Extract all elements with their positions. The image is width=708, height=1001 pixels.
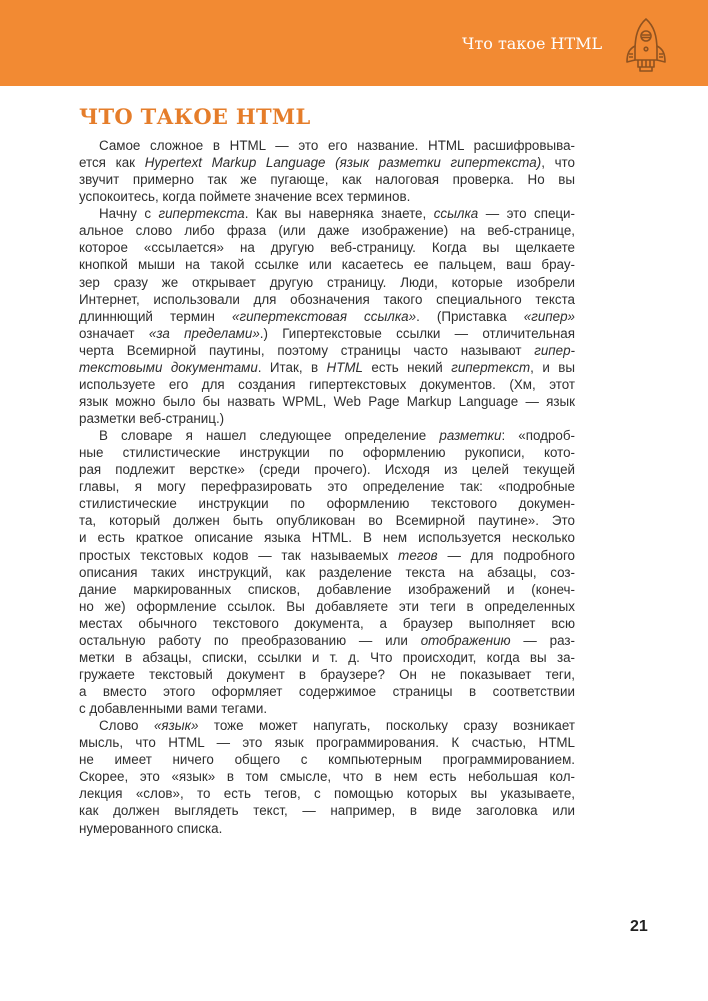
text-segment: стилистические инструкции по оформлению текстового докумен- [79, 496, 575, 512]
italic-term: тегов [398, 547, 438, 563]
text-segment: черта Всемирной паутины, поэтому страницы часто называют [79, 342, 535, 358]
text-line [79, 785, 575, 802]
text-segment: звучит примерно так же пугающе, как налоговая проверка. Но вы [79, 172, 575, 188]
text-line [79, 359, 575, 376]
text-segment: Самое сложное в HTML — это его название. HTML расшифровыва- [99, 138, 575, 153]
text-segment: . (Приставка [416, 308, 524, 324]
text-line [79, 222, 575, 239]
italic-term: «язык» [153, 718, 199, 734]
text-line [79, 512, 575, 529]
text-segment: и есть краткое описание языка HTML. В нем используется несколько [79, 530, 575, 546]
body-text [79, 137, 575, 837]
text-segment: длиннющий термин [79, 308, 233, 324]
text-line [79, 376, 575, 393]
text-line [79, 342, 575, 359]
text-segment: означает [79, 325, 149, 341]
text-segment: кнопкой мыши на такой ссылке или касаетесь ее пальцем, ваш брау- [79, 257, 575, 273]
text-line [79, 444, 575, 461]
text-segment: а вместо этого оформляет содержимое страницы в соответствии [79, 684, 575, 699]
text-segment: описания таких инструкций, как разделение текста на абзацы, соз- [79, 564, 575, 580]
text-line [79, 478, 575, 495]
text-line [79, 154, 575, 171]
text-segment: не имеет ничего общего с компьютерным программированием. [79, 752, 575, 768]
text-line [79, 649, 575, 666]
italic-term: «за пределами» [148, 325, 260, 341]
text-segment: простых текстовых кодов — так называемых [79, 547, 399, 563]
text-segment: используете его для создания гипертекстовых документов. (Хм, этот [79, 376, 575, 392]
paragraph [79, 427, 575, 717]
italic-term: «гипертекстовая ссылка» [232, 308, 417, 324]
section-title: ЧТО ТАКОЕ HTML [79, 104, 311, 129]
text-line [79, 615, 575, 632]
italic-term: Hypertext Markup Language (язык разметки гипертекста) [144, 155, 542, 171]
text-line [79, 410, 575, 427]
text-segment: лекция «слов», то есть тегов, с помощью которых вы указываете, [79, 786, 575, 802]
text-segment: гружаете текстовый документ в браузере? Он не показывает теги, [79, 666, 575, 682]
italic-term: гипертекст [451, 359, 531, 375]
text-line [79, 717, 575, 734]
text-segment: — для подробного [437, 547, 576, 563]
text-segment: дание маркированных списков, добавление изображений и (конеч- [79, 581, 575, 597]
text-segment: главы, я могу перефразировать это определение так: «подробные [79, 479, 575, 495]
italic-term: гипертекста [158, 206, 245, 222]
text-line [79, 529, 575, 546]
text-segment: успокоитесь, когда поймете значение всех терминов. [79, 189, 411, 205]
text-line [79, 666, 575, 683]
text-segment: которое «ссылается» на другую веб-страницу. Когда вы щелкаете [79, 240, 575, 256]
text-line [79, 700, 575, 717]
text-line [79, 461, 575, 478]
text-line [79, 239, 575, 256]
text-line [79, 137, 575, 154]
italic-term: ссылка [433, 206, 479, 222]
text-segment: . Итак, в [257, 359, 327, 375]
text-segment: Скорее, это «язык» в том смысле, что в нем есть небольшая кол- [79, 769, 575, 785]
page-header-band [0, 0, 708, 86]
text-line [79, 308, 575, 325]
italic-term: HTML [326, 359, 363, 375]
text-segment: — это специ- [478, 206, 575, 222]
text-segment: тоже может напугать, поскольку сразу возникает [198, 718, 575, 734]
text-line [79, 325, 575, 342]
text-segment: ется как [79, 155, 145, 171]
text-line [79, 581, 575, 598]
text-segment: с добавленными вами тегами. [79, 701, 268, 717]
text-segment: мысль, что HTML — это язык программирования. К счастью, HTML [79, 735, 575, 751]
text-segment: Интернет, использовали для обозначения такого специального текста [79, 291, 575, 307]
text-line [79, 564, 575, 581]
text-segment: , и вы [530, 359, 575, 375]
text-segment: но же) оформление ссылок. Вы добавляете эти теги в определенных [79, 598, 575, 614]
text-line [79, 751, 575, 768]
text-line [79, 632, 575, 649]
text-segment: В словаре я нашел следующее определение [99, 428, 440, 444]
text-segment: разметки веб-страниц.) [79, 411, 225, 426]
text-segment: альное слово либо фраза (или даже изображение) на веб-странице, [79, 223, 575, 239]
text-line [79, 547, 575, 564]
text-line [79, 393, 575, 410]
paragraph [79, 717, 575, 836]
paragraph [79, 137, 575, 205]
text-segment: та, который должен быть опубликован во Всемирной паутине». Это [79, 513, 575, 529]
text-line [79, 205, 575, 222]
text-segment: , что [541, 155, 575, 171]
text-segment: Слово [99, 718, 154, 734]
text-line [79, 291, 575, 308]
text-line [79, 427, 575, 444]
text-segment: зер сразу же открывает другую страницу. Люди, которые изобрели [79, 274, 575, 290]
text-line [79, 768, 575, 785]
text-segment: : «подроб- [501, 428, 575, 444]
text-segment: .) Гипертекстовые ссылки — отличительная [259, 325, 575, 341]
text-line [79, 820, 575, 837]
text-segment: остальную работу по преобразованию — или [79, 632, 421, 648]
text-line [79, 188, 575, 205]
italic-term: «гипер» [523, 308, 575, 324]
text-line [79, 734, 575, 751]
text-segment: как должен выглядеть текст, — например, в виде заголовка или [79, 803, 575, 819]
paragraph [79, 205, 575, 427]
text-line [79, 274, 575, 291]
italic-term: отображению [420, 632, 511, 648]
text-line [79, 802, 575, 819]
text-segment: ные стилистические инструкции по оформлению рукописи, кото- [79, 445, 575, 461]
text-line [79, 256, 575, 273]
text-segment: — раз- [510, 632, 575, 648]
italic-term: гипер- [534, 342, 575, 358]
text-line [79, 683, 575, 700]
text-segment: язык можно было бы назвать WPML, Web Page Markup Language — язык [79, 393, 575, 409]
rocket-icon [624, 16, 668, 74]
text-line [79, 495, 575, 512]
text-segment: рая подлежит верстке» (среди прочего). Исходя из целей текущей [79, 462, 575, 478]
page-number: 21 [630, 918, 648, 935]
text-segment: нумерованного списка. [79, 820, 223, 836]
text-segment: метки в абзацы, списки, ссылки и т. д. Что происходит, когда вы за- [79, 649, 575, 665]
text-line [79, 598, 575, 615]
text-line [79, 171, 575, 188]
running-title: Что такое HTML [462, 34, 603, 53]
text-segment: местах обычного текстового документа, а браузер выполняет всю [79, 615, 575, 631]
italic-term: текстовыми документами [79, 359, 258, 375]
text-segment: есть некий [363, 359, 452, 375]
italic-term: разметки [439, 428, 502, 444]
text-segment: . Как вы наверняка знаете, [244, 206, 434, 222]
text-segment: Начну с [99, 206, 159, 222]
